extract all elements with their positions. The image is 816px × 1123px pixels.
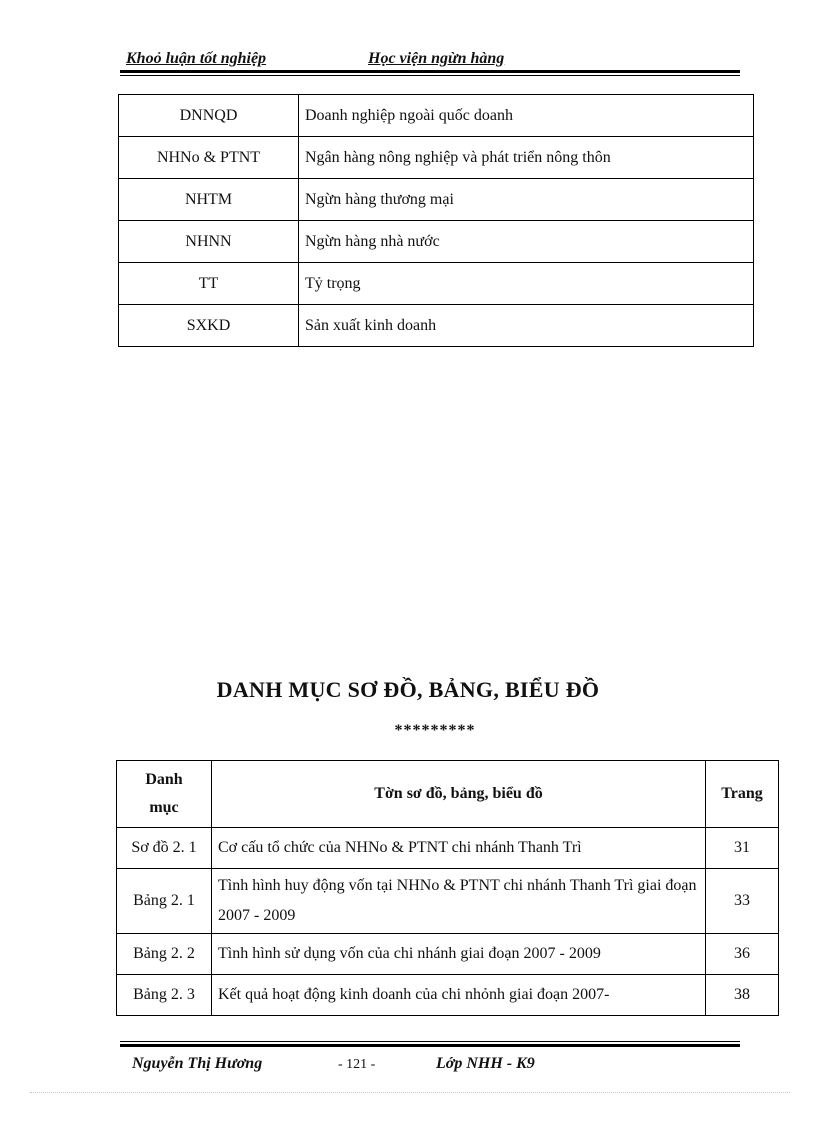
row-page: 38	[706, 975, 779, 1016]
table-row	[117, 869, 779, 934]
row-category: Bảng 2. 1	[117, 869, 212, 934]
abbreviation-description: Tỷ trọng	[299, 263, 754, 305]
column-header-category	[117, 761, 212, 828]
page-footer	[120, 1055, 740, 1079]
footer-rule-thin	[120, 1041, 740, 1042]
column-header-name: Tờn sơ đồ, bảng, biểu đồ	[212, 761, 706, 828]
abbreviation-description: Sản xuất kinh doanh	[299, 305, 754, 347]
abbreviation-description: Ngừn hàng nhà nước	[299, 221, 754, 263]
footer-author: Nguyễn Thị Hương	[132, 1055, 263, 1072]
footer-page-number: - 121 -	[338, 1057, 376, 1072]
abbreviation-code: NHTM	[119, 179, 299, 221]
abbreviation-description: Ngân hàng nông nghiệp và phát triển nông thôn	[299, 137, 754, 179]
section-divider-stars: *********	[394, 722, 476, 739]
table-row	[119, 137, 754, 179]
table-row	[117, 975, 779, 1016]
row-page: 36	[706, 934, 779, 975]
table-row	[117, 934, 779, 975]
row-name: Kết quả hoạt động kinh doanh của chi nhỏnh giai đoạn 2007-	[212, 975, 706, 1016]
abbreviation-code: DNNQD	[119, 95, 299, 137]
table-row	[119, 179, 754, 221]
footer-rule-thick	[120, 1044, 740, 1047]
column-header-page: Trang	[706, 761, 779, 828]
abbreviation-code: SXKD	[119, 305, 299, 347]
row-page: 31	[706, 828, 779, 869]
abbreviation-description: Doanh nghiệp ngoài quốc doanh	[299, 95, 754, 137]
abbreviation-table	[118, 94, 754, 347]
header-institution: Học viện ngừn hàng	[368, 50, 505, 67]
column-header-category-line1: Danh	[145, 771, 183, 788]
section-title: DANH MỤC SƠ ĐỒ, BẢNG, BIỂU ĐỒ	[216, 677, 600, 702]
header-rule-thin	[120, 75, 740, 76]
row-name: Cơ cấu tổ chức của NHNo & PTNT chi nhánh Thanh Trì	[212, 828, 706, 869]
table-header-row	[117, 761, 779, 828]
table-row	[119, 263, 754, 305]
table-row	[119, 305, 754, 347]
footer-class: Lớp NHH - K9	[436, 1055, 535, 1072]
page-bottom-dotted-line	[30, 1092, 790, 1093]
abbreviation-description: Ngừn hàng thương mại	[299, 179, 754, 221]
row-name: Tình hình sử dụng vốn của chi nhánh giai đoạn 2007 - 2009	[212, 934, 706, 975]
row-page: 33	[706, 869, 779, 934]
row-category: Sơ đồ 2. 1	[117, 828, 212, 869]
column-header-category-line2: mục	[149, 799, 179, 816]
row-name: Tình hình huy động vốn tại NHNo & PTNT chi nhánh Thanh Trì giai đoạn 2007 - 2009	[212, 869, 706, 934]
header-rule-thick	[120, 70, 740, 73]
table-row	[119, 221, 754, 263]
figures-tables-list	[116, 760, 779, 1016]
row-category: Bảng 2. 3	[117, 975, 212, 1016]
abbreviation-code: NHNN	[119, 221, 299, 263]
row-category: Bảng 2. 2	[117, 934, 212, 975]
abbreviation-code: TT	[119, 263, 299, 305]
header-thesis-title: Khoỏ luận tốt nghiệp	[126, 50, 267, 67]
abbreviation-code: NHNo & PTNT	[119, 137, 299, 179]
table-row	[119, 95, 754, 137]
table-row	[117, 828, 779, 869]
